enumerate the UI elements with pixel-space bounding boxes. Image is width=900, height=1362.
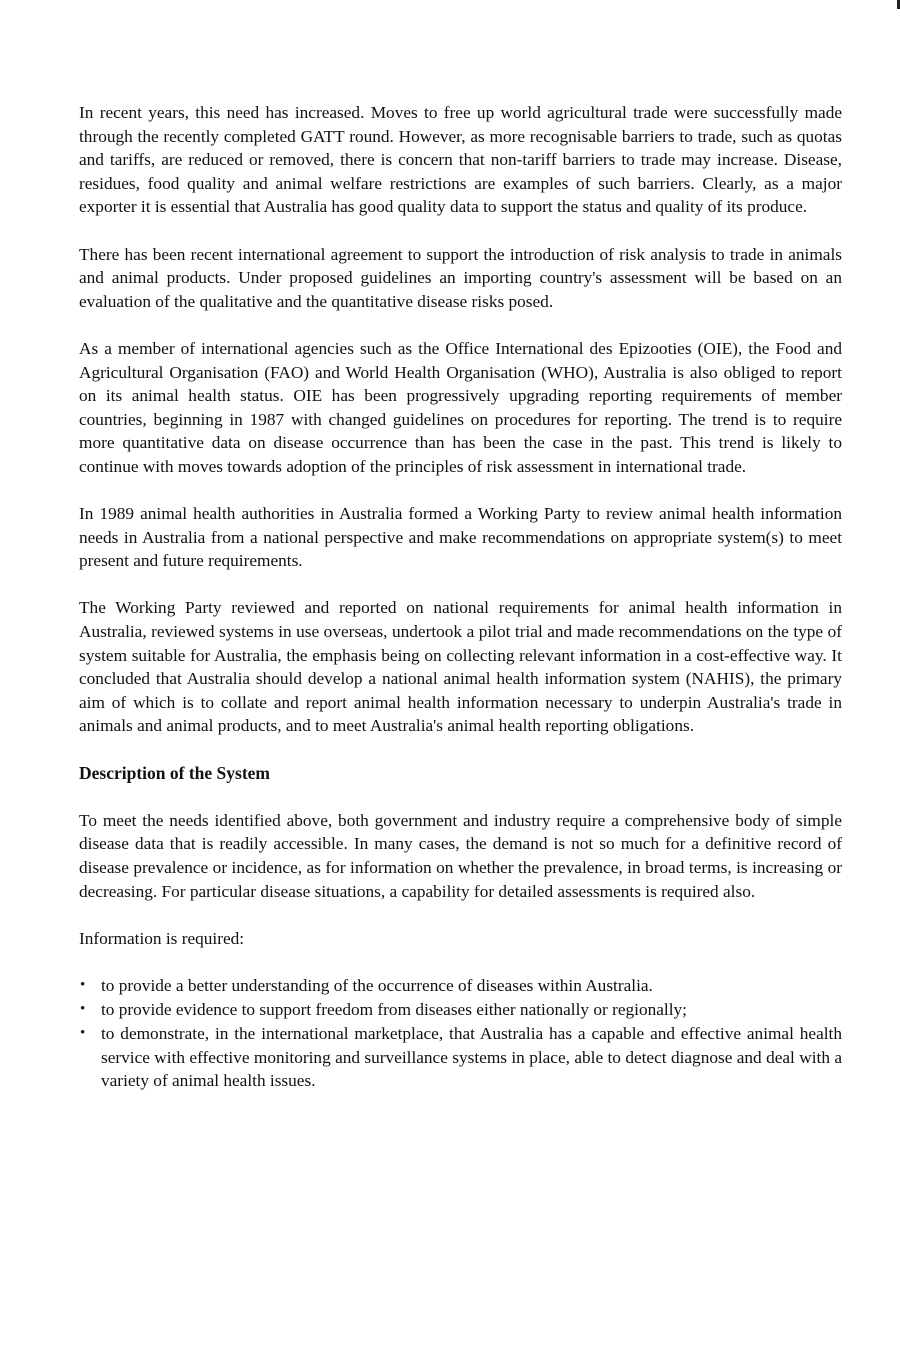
requirements-list	[79, 974, 842, 1093]
paragraph-international-agencies: As a member of international agencies such as the Office International des Epizooties (OIE), the Food and Agricultural Organisation (FAO) and World Health Organisation (WHO), Australia is also obliged to report on its animal health status. OIE has been progressively upgrading reporting requirements of member countries, beginning in 1987 with changed guidelines on procedures for reporting. The trend is to require more quantitative data on disease occurrence than has been the case in the past. This trend is likely to continue with moves towards adoption of the principles of risk assessment in international trade.	[79, 338, 842, 476]
list-item	[79, 974, 842, 998]
bullet-icon: •	[80, 1001, 86, 1018]
paragraph-information-required: Information is required:	[79, 928, 245, 948]
bullet-icon: •	[80, 1025, 86, 1042]
paragraph-trade-barriers: In recent years, this need has increased. Moves to free up world agricultural trade were successfully made through the recently completed GATT round. However, as more recognisable barriers to trade, such as quotas and tariffs, are reduced or removed, there is concern that non-tariff barriers to trade may increase. Disease, residues, food quality and animal welfare restrictions are examples of such barriers. Clearly, as a major exporter it is essential that Australia has good quality data to support the status and quality of its produce.	[79, 103, 842, 217]
paragraph-working-party-formed: In 1989 animal health authorities in Australia formed a Working Party to review animal health information needs in Australia from a national perspective and make recommendations on appropriate system(s) to meet present and future requirements.	[79, 504, 842, 571]
list-item-text: to provide a better understanding of the occurrence of diseases within Australia.	[101, 975, 653, 995]
list-item-text: to demonstrate, in the international marketplace, that Australia has a capable and effective animal health service with effective monitoring and surveillance systems in place, able to detect diagnose and deal with a variety of animal health issues.	[101, 1024, 842, 1091]
paragraph-system-needs: To meet the needs identified above, both government and industry require a comprehensive body of simple disease data that is readily accessible. In many cases, the demand is not so much for a definitive record of disease prevalence or incidence, as for information on whether the prevalence, in broad terms, is increasing or decreasing. For particular disease situations, a capability for detailed assessments is required also.	[79, 810, 842, 901]
list-item	[79, 1022, 842, 1093]
list-item-text: to provide evidence to support freedom from diseases either nationally or regionally;	[101, 1000, 687, 1020]
document-body	[79, 101, 842, 1093]
bullet-icon: •	[80, 976, 86, 993]
section-heading: Description of the System	[79, 762, 271, 783]
list-item	[79, 998, 842, 1022]
paragraph-working-party-review: The Working Party reviewed and reported on national requirements for animal health information in Australia, reviewed systems in use overseas, undertook a pilot trial and made recommendations on the type of system suitable for Australia, the emphasis being on collecting relevant information in a cost-effective way. It concluded that Australia should develop a national animal health information system (NAHIS), the primary aim of which is to collate and report animal health information necessary to underpin Australia's trade in animals and animal products, and to meet Australia's animal health reporting obligations.	[79, 598, 842, 736]
paragraph-risk-analysis: There has been recent international agreement to support the introduction of risk analysis to trade in animals and animal products. Under proposed guidelines an importing country's assessment will be based on an evaluation of the qualitative and the quantitative disease risks posed.	[79, 244, 842, 311]
